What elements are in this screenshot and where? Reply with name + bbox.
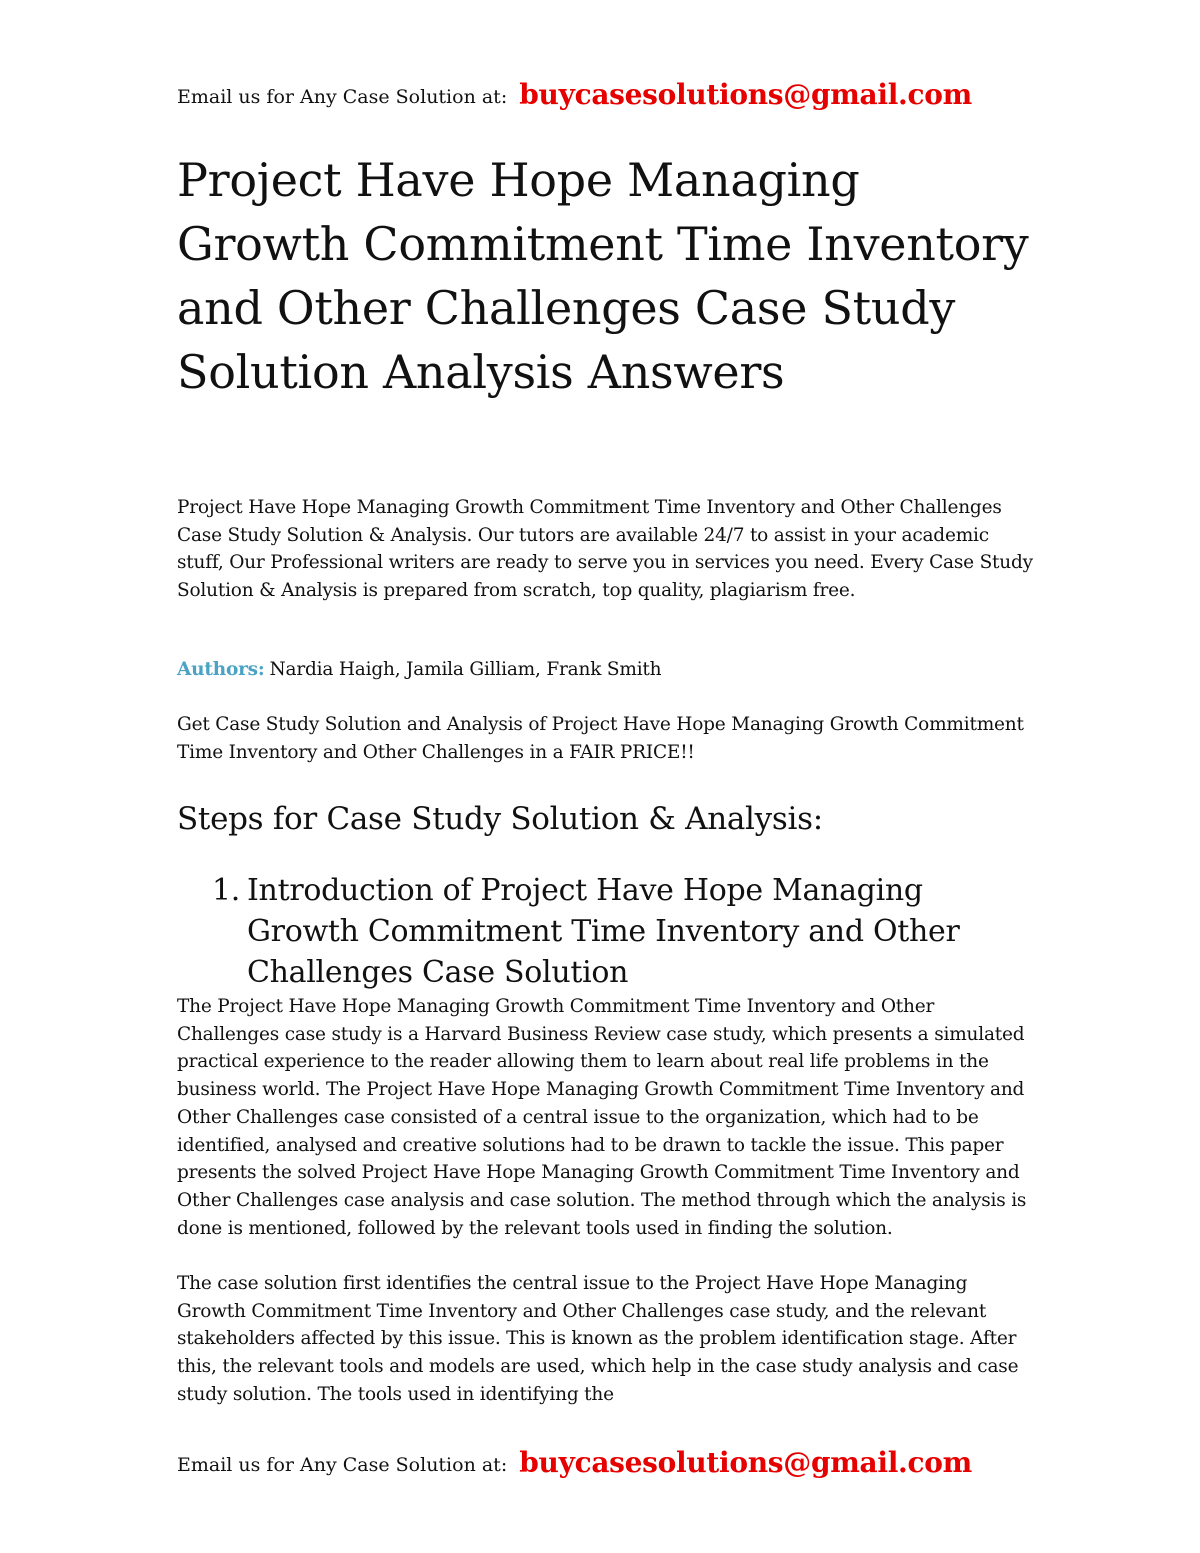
body-paragraph-1: The Project Have Hope Managing Growth Commitment Time Inventory and Other Challenges case study is a Harvard Business Review case study, which presents a simulated practical experience to the reader allowing them to learn about real life problems in the business world. The Project Have Hope Managing Growth Commitment Time Inventory and Other Challenges case consisted of a central issue to the organization, which had to be identified, analysed and creative solutions had to be drawn to tackle the issue. This paper presents the solved Project Have Hope Managing Growth Commitment Time Inventory and Other Challenges case analysis and case solution. The method through which the analysis is done is mentioned, followed by the relevant tools used in finding the solution. xyxy=(177,996,1027,1239)
contact-prefix: Email us for Any Case Solution at: xyxy=(177,86,508,108)
contact-email-link[interactable]: buycasesolutions@gmail.com xyxy=(519,1446,972,1479)
steps-heading: Steps for Case Study Solution & Analysis: xyxy=(177,801,823,837)
contact-line-top xyxy=(177,80,1077,112)
intro-paragraph: Project Have Hope Managing Growth Commitment Time Inventory and Other Challenges Case Study Solution & Analysis. Our tutors are available 24/7 to assist in your academic stuff, Our Professional writers are ready to serve you in services you need. Every Case Study Solution & Analysis is prepared from scratch, top quality, plagiarism free. xyxy=(177,497,1033,602)
authors-label: Authors: xyxy=(177,659,265,680)
cta-paragraph: Get Case Study Solution and Analysis of Project Have Hope Managing Growth Commitment Time Inventory and Other Challenges in a FAIR PRICE!! xyxy=(177,714,1024,763)
authors-names: Nardia Haigh, Jamila Gilliam, Frank Smith xyxy=(269,659,662,680)
page-title: Project Have Hope Managing Growth Commitment Time Inventory and Other Challenges Case Study Solution Analysis Answers xyxy=(177,153,1029,399)
step-1-text: Introduction of Project Have Hope Managing Growth Commitment Time Inventory and Other Challenges Case Solution xyxy=(247,873,960,990)
contact-line-bottom xyxy=(177,1448,1077,1480)
step-1-number: 1. xyxy=(212,873,241,908)
step-1-heading xyxy=(212,870,1012,993)
body-paragraph-2: The case solution first identifies the central issue to the Project Have Hope Managing Growth Commitment Time Inventory and Other Challenges case study, and the relevant stakeholders affected by this issue. This is known as the problem identification stage. After this, the relevant tools and models are used, which help in the case study analysis and case study solution. The tools used in identifying the xyxy=(177,1273,1019,1405)
authors-line xyxy=(177,656,1037,684)
contact-prefix: Email us for Any Case Solution at: xyxy=(177,1454,508,1476)
contact-email-link[interactable]: buycasesolutions@gmail.com xyxy=(519,78,972,111)
